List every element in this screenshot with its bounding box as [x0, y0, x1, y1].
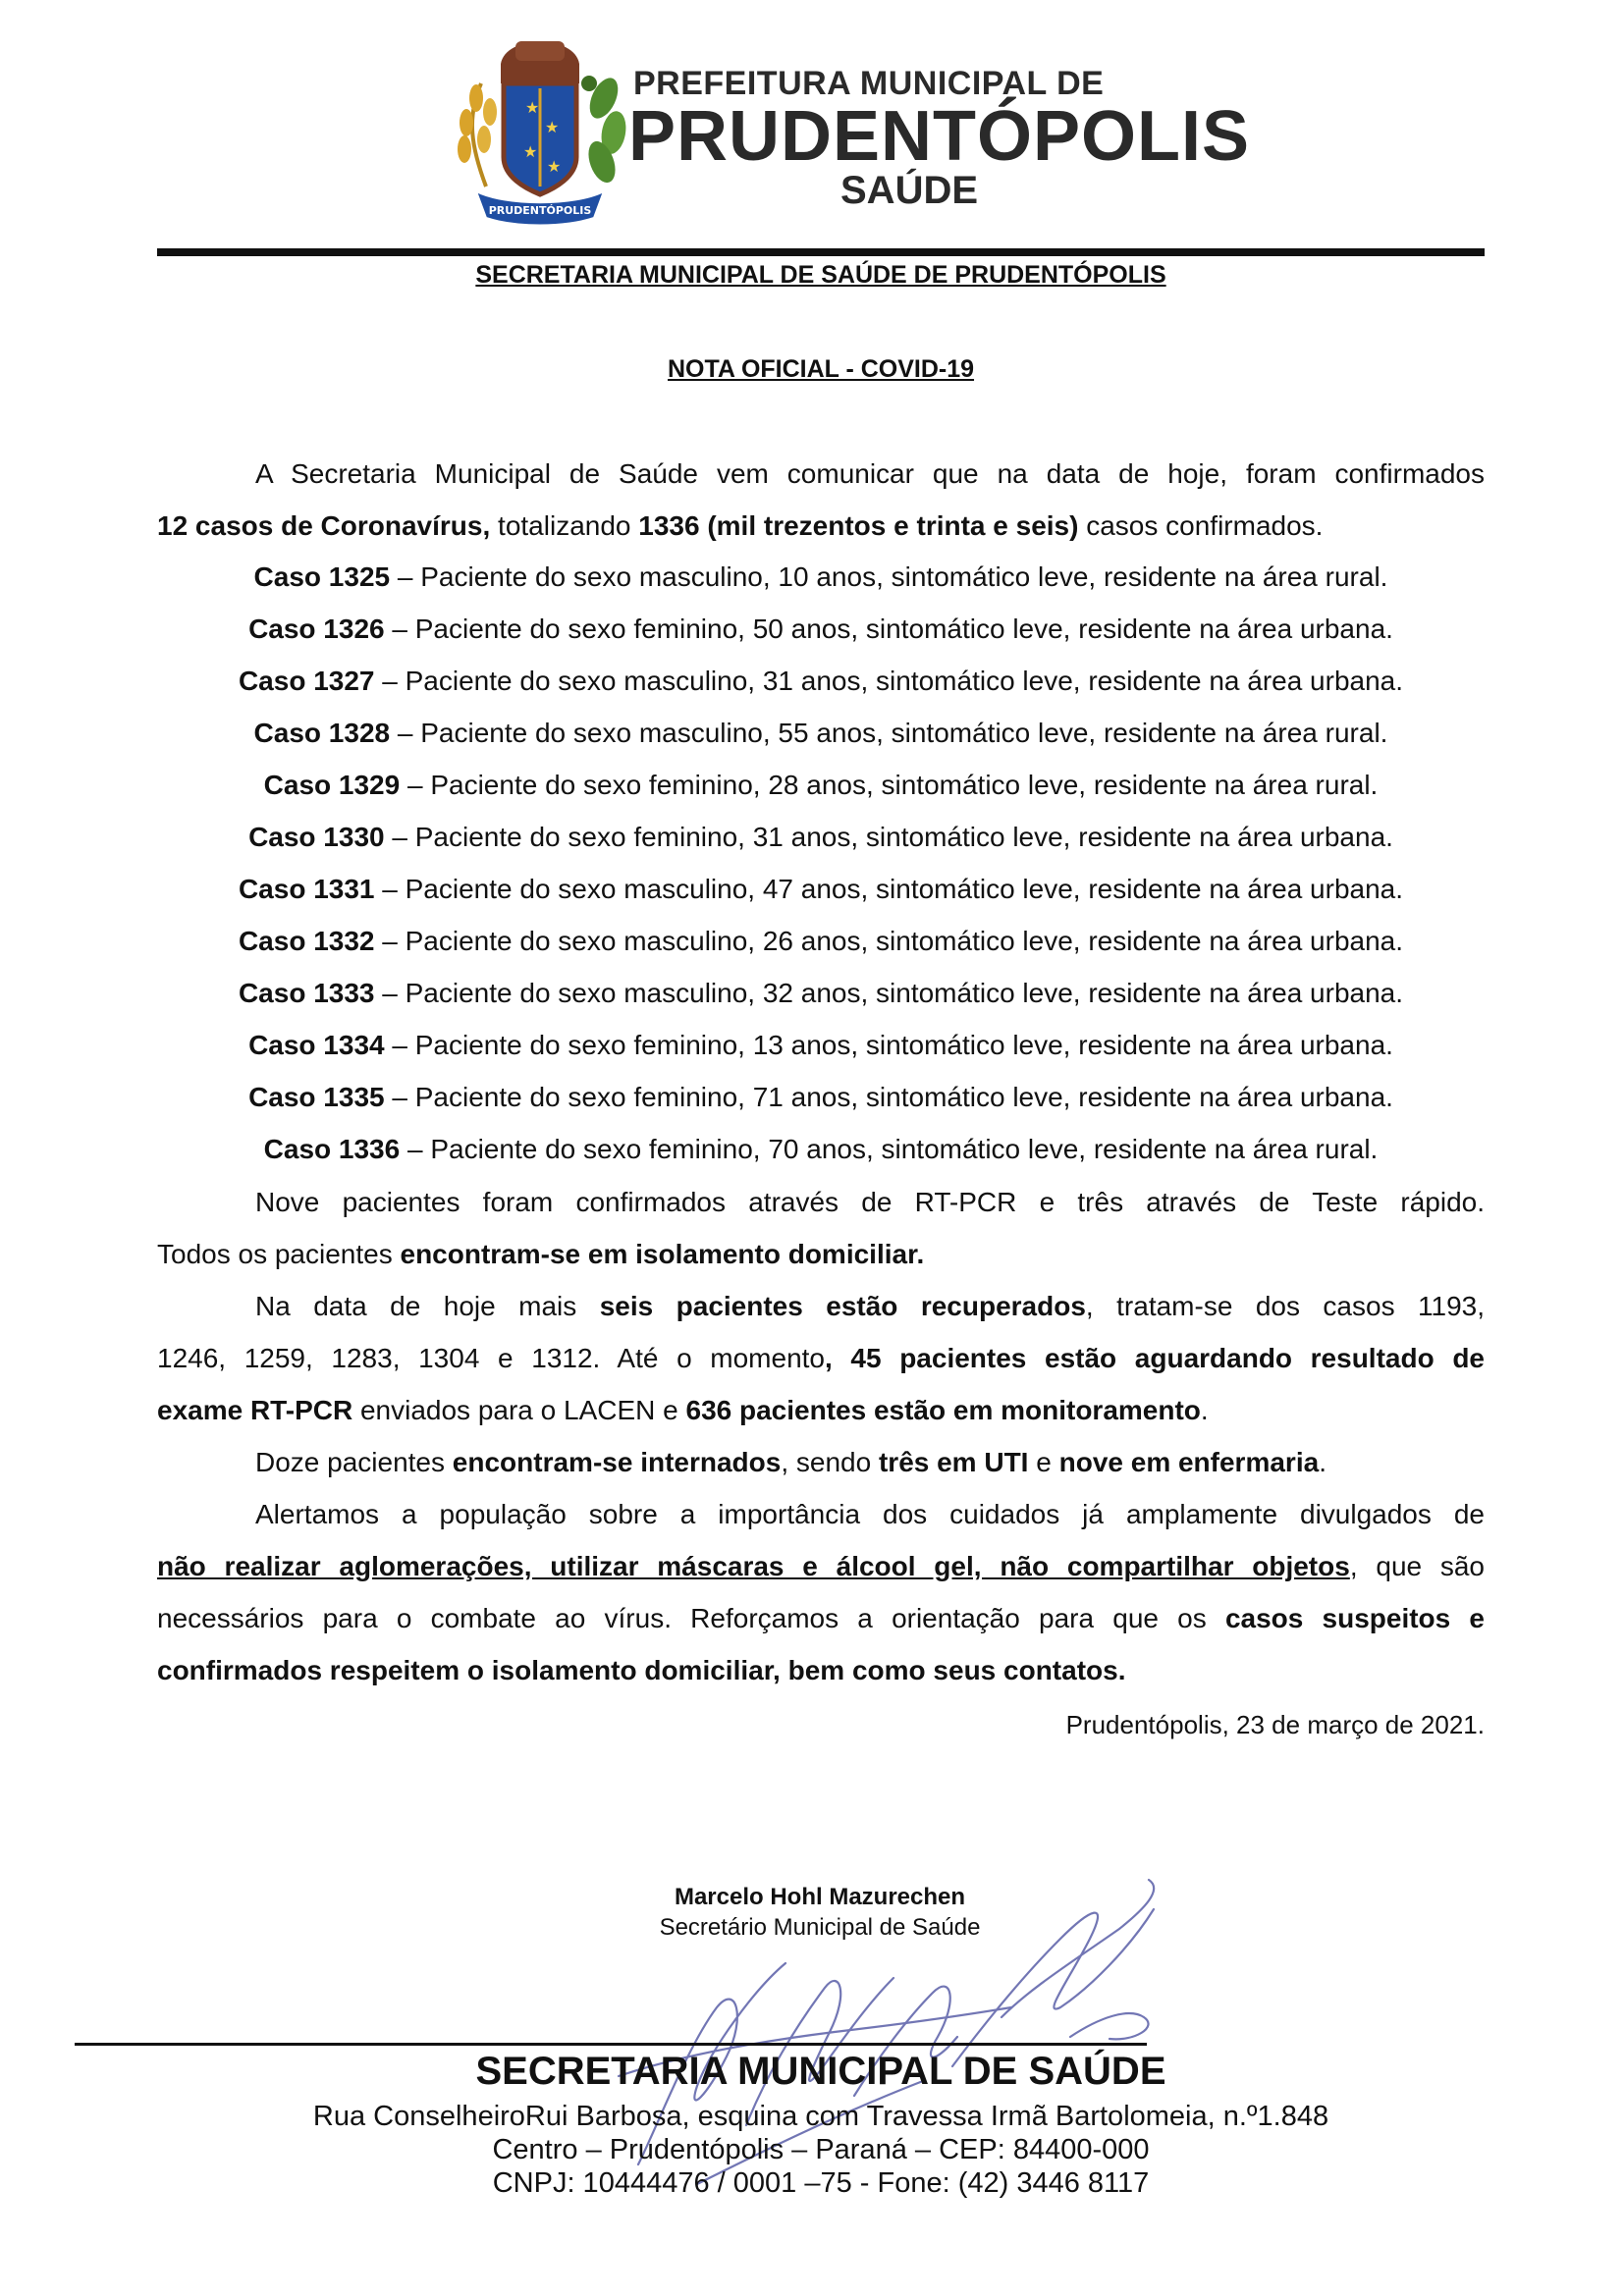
header-city-name: PRUDENTÓPOLIS: [628, 97, 1251, 176]
list-item: Caso 1327 – Paciente do sexo masculino, 31 anos, sintomático leve, residente na área urbana.: [238, 666, 1404, 696]
footer-divider: [75, 2043, 1147, 2046]
header-divider: [157, 248, 1485, 256]
alert-line-4: confirmados respeitem o isolamento domiciliar, bem como seus contatos.: [157, 1655, 1126, 1685]
list-item: Caso 1335 – Paciente do sexo feminino, 71 anos, sintomático leve, residente na área urbana.: [248, 1082, 1393, 1112]
wheat-icon: [458, 83, 497, 187]
signatory-role: Secretário Municipal de Saúde: [659, 1914, 981, 1941]
svg-text:★: ★: [523, 142, 538, 161]
header-department: SAÚDE: [840, 169, 979, 212]
recovered-line-2: 1246, 1259, 1283, 1304 e 1312. Até o momento, 45 pacientes estão aguardando resultado de: [157, 1343, 1485, 1373]
footer-contact: CNPJ: 10444476 / 0001 –75 - Fone: (42) 3446 8117: [492, 2167, 1150, 2199]
list-item: Caso 1336 – Paciente do sexo feminino, 70 anos, sintomático leve, residente na área rural.: [263, 1134, 1379, 1164]
leaf-icon: [581, 74, 629, 187]
list-item: Caso 1328 – Paciente do sexo masculino, 55 anos, sintomático leve, residente na área rural.: [253, 718, 1388, 748]
list-item: Caso 1330 – Paciente do sexo feminino, 31 anos, sintomático leve, residente na área urbana.: [248, 822, 1393, 852]
tests-line-2: Todos os pacientes encontram-se em isolamento domiciliar.: [157, 1239, 925, 1269]
document-date: Prudentópolis, 23 de março de 2021.: [1065, 1710, 1485, 1739]
list-item: Caso 1333 – Paciente do sexo masculino, 32 anos, sintomático leve, residente na área urbana.: [238, 978, 1404, 1008]
recovered-line-1: Na data de hoje mais seis pacientes estão recuperados, tratam-se dos casos 1193,: [255, 1291, 1485, 1321]
list-item: Caso 1334 – Paciente do sexo feminino, 13 anos, sintomático leve, residente na área urbana.: [248, 1030, 1393, 1060]
hospitalized-line: Doze pacientes encontram-se internados, sendo três em UTI e nove em enfermaria.: [255, 1447, 1326, 1477]
list-item: Caso 1325 – Paciente do sexo masculino, 10 anos, sintomático leve, residente na área rural.: [253, 561, 1388, 592]
list-item: Caso 1329 – Paciente do sexo feminino, 28 anos, sintomático leve, residente na área rural.: [263, 770, 1379, 800]
tests-line-1: Nove pacientes foram confirmados através de RT-PCR e três através de Teste rápido.: [255, 1187, 1485, 1217]
footer-city-line: Centro – Prudentópolis – Paraná – CEP: 84400-000: [492, 2134, 1150, 2165]
signatory-name: Marcelo Hohl Mazurechen: [674, 1884, 966, 1910]
note-title: NOTA OFICIAL - COVID-19: [667, 355, 975, 383]
list-item: Caso 1332 – Paciente do sexo masculino, 26 anos, sintomático leve, residente na área urbana.: [238, 926, 1404, 956]
svg-text:★: ★: [525, 98, 540, 117]
alert-line-3: necessários para o combate ao vírus. Reforçamos a orientação para que os casos suspeitos e: [157, 1603, 1485, 1633]
svg-text:★: ★: [545, 118, 560, 136]
svg-text:★: ★: [547, 157, 562, 176]
recovered-line-3: exame RT-PCR enviados para o LACEN e 636 pacientes estão em monitoramento.: [157, 1395, 1209, 1425]
municipal-crest-logo: [447, 29, 633, 231]
crest-ribbon-label: PRUDENTÓPOLIS: [488, 204, 592, 217]
list-item: Caso 1326 – Paciente do sexo feminino, 50 anos, sintomático leve, residente na área urbana.: [248, 614, 1393, 644]
intro-line-1: A Secretaria Municipal de Saúde vem comunicar que na data de hoje, foram confirmados: [255, 458, 1485, 489]
footer-address: Rua ConselheiroRui Barbosa, esquina com Travessa Irmã Bartolomeia, n.º1.848: [312, 2101, 1329, 2132]
footer-title: SECRETARIA MUNICIPAL DE SAÚDE: [475, 2050, 1166, 2093]
list-item: Caso 1331 – Paciente do sexo masculino, 47 anos, sintomático leve, residente na área urbana.: [238, 874, 1404, 904]
org-title: SECRETARIA MUNICIPAL DE SAÚDE DE PRUDENTÓPOLIS: [475, 261, 1166, 289]
header-subtitle: PREFEITURA MUNICIPAL DE: [633, 65, 1105, 102]
alert-line-2: não realizar aglomerações, utilizar máscaras e álcool gel, não compartilhar objetos, que são: [157, 1551, 1486, 1581]
alert-line-1: Alertamos a população sobre a importância dos cuidados já amplamente divulgados de: [255, 1499, 1485, 1529]
intro-line-2: 12 casos de Coronavírus, totalizando 1336 (mil trezentos e trinta e seis) casos confirmados.: [157, 510, 1324, 541]
